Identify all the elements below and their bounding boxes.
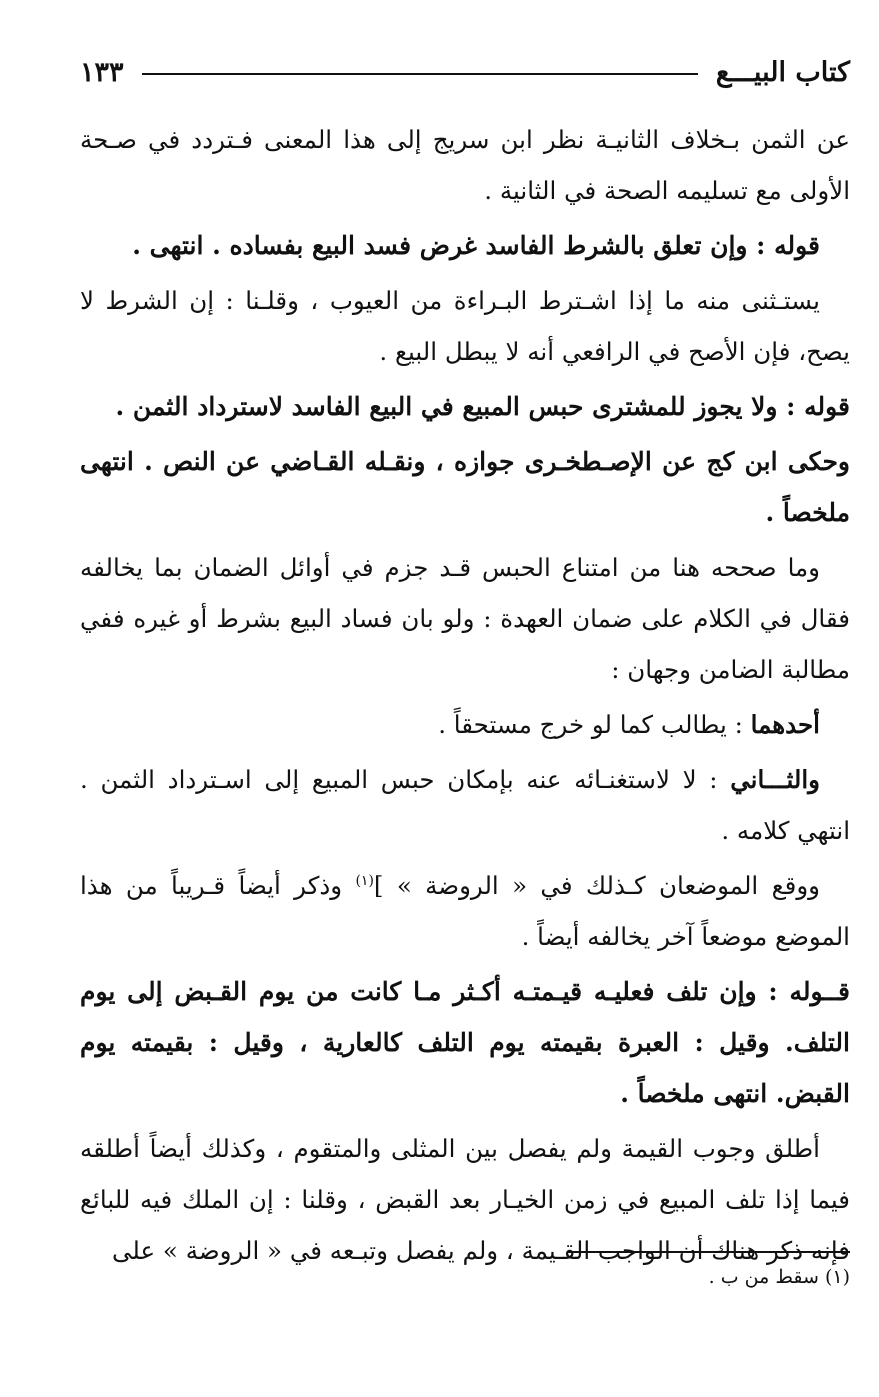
paragraph-text: قــوله : وإن تلف فعليـه قيـمتـه أكـثر مـا كانت من يوم القـبض إلى يوم التلف. وقيل : العبرة بقيمته يوم التلف كالعارية ، وقيل : بقيمته يوم القبض. انتهى ملخصاً .	[80, 977, 850, 1108]
paragraph	[80, 275, 850, 377]
book-title: كتاب البيـــع	[715, 56, 850, 88]
book-page	[80, 50, 850, 1276]
footnote-separator	[568, 1251, 850, 1253]
footnote-reference[interactable]: (١)	[355, 872, 374, 889]
running-head	[80, 50, 850, 94]
paragraph	[80, 699, 850, 750]
paragraph-text: قوله : وإن تعلق بالشرط الفاسد غرض فسد البيع بفساده . انتهى .	[132, 231, 820, 260]
footnote	[450, 1260, 850, 1294]
paragraph-text: عن الثمن بـخلاف الثانيـة نظر ابن سريج إلى هذا المعنى فـتردد في صـحة الأولى مع تسليمه الصحة في الثانية .	[80, 125, 850, 205]
footnote-marker: (١)	[824, 1266, 850, 1288]
body-text	[80, 114, 850, 1276]
paragraph-text: أطلق وجوب القيمة ولم يفصل بين المثلى والمتقوم ، وكذلك أيضاً أطلقه فيما إذا تلف المبيع في زمن الخيـار بعد القبض ، وقلنا : إن الملك فيه للبائع فإنه ذكر هناك أن الواجب القـيمة ، ولم يفصل وتبـعه في « الروضة » على	[80, 1134, 850, 1265]
footnote-text: سقط من ب .	[708, 1266, 825, 1288]
paragraph	[80, 542, 850, 695]
header-rule	[142, 73, 698, 75]
paragraph-text-continued: وذكر أيضاً قـريباً من هذا الموضع موضعاً آخر يخالفه أيضاً .	[80, 871, 850, 951]
quoted-statement	[80, 436, 850, 538]
paragraph-label: أحدهما	[750, 710, 820, 739]
page-number: ١٣٣	[80, 56, 124, 88]
paragraph	[80, 754, 850, 856]
paragraph-text: قوله : ولا يجوز للمشترى حبس المبيع في البيع الفاسد لاسترداد الثمن .	[115, 392, 850, 421]
paragraph	[80, 860, 850, 962]
quoted-statement	[80, 220, 850, 271]
quoted-statement	[80, 966, 850, 1119]
paragraph	[80, 114, 850, 216]
paragraph-text: وما صححه هنا من امتناع الحبس قـد جزم في أوائل الضمان بما يخالفه فقال في الكلام على ضمان العهدة : ولو بان فساد البيع بشرط أو غيره ففي مطالبة الضامن وجهان :	[80, 553, 850, 684]
paragraph-text: وحكى ابن كج عن الإصـطخـرى جوازه ، ونقـله القـاضي عن النص . انتهى ملخصاً .	[80, 447, 850, 527]
paragraph-label: والثـــاني	[730, 765, 820, 794]
paragraph-text: ووقع الموضعان كـذلك في « الروضة » ]	[373, 871, 820, 900]
quoted-statement	[80, 381, 850, 432]
paragraph-text: : يطالب كما لو خرج مستحقاً .	[438, 710, 751, 739]
paragraph	[80, 1123, 850, 1276]
paragraph-text: : لا لاستغنـائه عنه بإمكان حبس المبيع إلى اسـترداد الثمن . انتهي كلامه .	[80, 765, 850, 845]
paragraph-text: يستـثنى منه ما إذا اشـترط البـراءة من العيوب ، وقلـنا : إن الشرط لا يصح، فإن الأصح في الرافعي أنه لا يبطل البيع .	[80, 286, 850, 366]
